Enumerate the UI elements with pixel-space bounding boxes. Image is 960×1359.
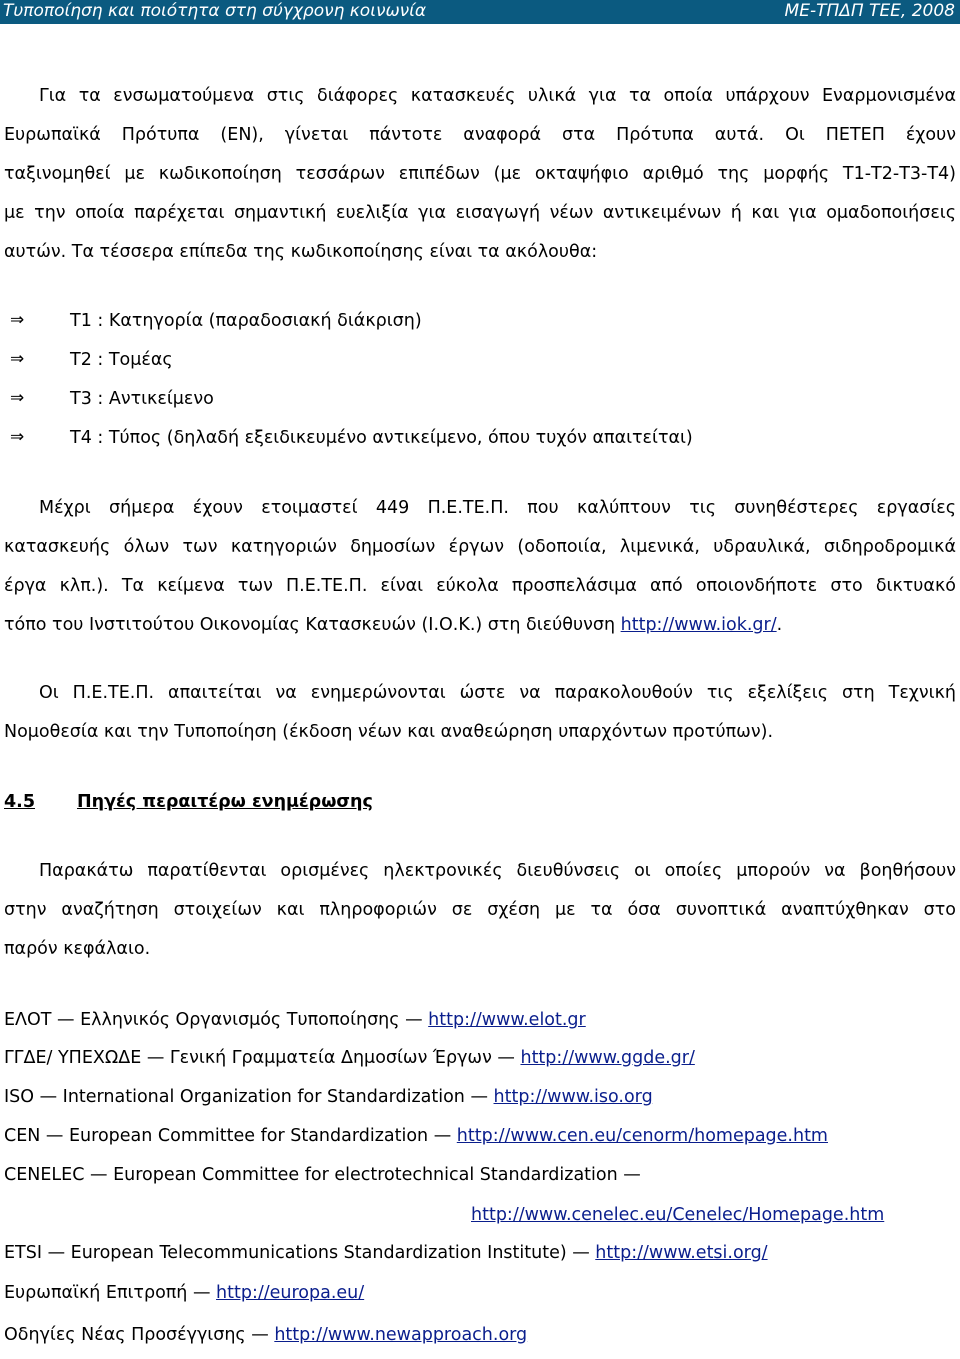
paragraph-line: παρόν κεφάλαιο. — [4, 939, 151, 959]
source-item — [4, 1325, 527, 1345]
paragraph-line: κατασκευής όλων των κατηγοριών δημοσίων έργων (οδοποιία, λιμενικά, υδραυλικά, σιδηροδρομικά — [4, 537, 956, 557]
source-link[interactable]: http://www.cenelec.eu/Cenelec/Homepage.htm — [471, 1205, 885, 1225]
section-number: 4.5 — [4, 792, 36, 812]
source-label: ISO — International Organization for Standardization — — [4, 1087, 494, 1107]
paragraph-line: Μέχρι σήμερα έχουν ετοιμαστεί 449 Π.Ε.ΤΕ.Π. που καλύπτουν τις συνηθέστερες εργασίες — [39, 498, 956, 518]
list-item: Τ4 : Τύπος (δηλαδή εξειδικευμένο αντικείμενο, όπου τυχόν απαιτείται) — [70, 428, 693, 448]
paragraph-end: . — [776, 615, 783, 635]
source-label: CENELEC — European Committee for electrotechnical Standardization — — [4, 1165, 641, 1185]
list-item: Τ2 : Τομέας — [70, 350, 173, 370]
source-label: ΕΛΟΤ — Ελληνικός Οργανισμός Τυποποίησης — — [4, 1010, 429, 1030]
source-item-continuation — [471, 1205, 884, 1225]
source-item — [4, 1165, 641, 1185]
source-label: ETSI — European Telecommunications Standardization Institute) — — [4, 1243, 596, 1263]
source-item — [4, 1087, 653, 1107]
source-item — [4, 1126, 828, 1146]
list-item: Τ1 : Κατηγορία (παραδοσιακή διάκριση) — [70, 311, 422, 331]
source-item — [4, 1283, 364, 1303]
source-link[interactable]: http://www.iso.org — [493, 1087, 653, 1107]
source-link[interactable]: http://europa.eu/ — [216, 1283, 365, 1303]
section-heading — [4, 792, 373, 812]
paragraph-line: Νομοθεσία και την Τυποποίηση (έκδοση νέων και αναθεώρηση υπαρχόντων προτύπων). — [4, 722, 774, 742]
page-header — [0, 0, 960, 24]
source-link[interactable]: http://www.ggde.gr/ — [520, 1048, 695, 1068]
intro-line: Ευρωπαϊκά Πρότυπα (ΕΝ), γίνεται πάντοτε αναφορά στα Πρότυπα αυτά. Οι ΠΕΤΕΠ έχουν — [4, 125, 956, 145]
iok-link[interactable]: http://www.iok.gr/ — [620, 615, 777, 635]
list-item: Τ3 : Αντικείμενο — [70, 389, 214, 409]
paragraph-line: στην αναζήτηση στοιχείων και πληροφοριών σε σχέση με τα όσα συνοπτικά αναπτύχθηκαν στο — [4, 900, 956, 920]
source-link[interactable]: http://www.etsi.org/ — [595, 1243, 768, 1263]
paragraph-line: Παρακάτω παρατίθενται ορισμένες ηλεκτρονικές διευθύνσεις οι οποίες μπορούν να βοηθήσουν — [39, 861, 956, 881]
source-label: Οδηγίες Νέας Προσέγγισης — — [4, 1325, 275, 1345]
double-arrow-icon: ⇒ — [10, 388, 25, 408]
source-item — [4, 1048, 695, 1068]
source-link[interactable]: http://www.cen.eu/cenorm/homepage.htm — [456, 1126, 828, 1146]
intro-line: Για τα ενσωματούμενα στις διάφορες κατασκευές υλικά για τα οποία υπάρχουν Εναρμονισμένα — [39, 86, 956, 106]
source-item — [4, 1243, 768, 1263]
intro-line: ταξινομηθεί με κωδικοποίηση τεσσάρων επιπέδων (με οκταψήφιο αριθμό της μορφής Τ1-Τ2-Τ3-Τ4) — [4, 164, 956, 184]
paragraph-line — [4, 615, 782, 635]
double-arrow-icon: ⇒ — [10, 427, 25, 447]
intro-line: αυτών. Τα τέσσερα επίπεδα της κωδικοποίησης είναι τα ακόλουθα: — [4, 242, 598, 262]
source-link[interactable]: http://www.newapproach.org — [274, 1325, 528, 1345]
paragraph-text: τόπο του Ινστιτούτου Οικονομίας Κατασκευών (Ι.Ο.Κ.) στη διεύθυνση — [4, 615, 621, 635]
source-label: ΓΓΔΕ/ ΥΠΕΧΩΔΕ — Γενική Γραμματεία Δημοσίων Έργων — — [4, 1048, 521, 1068]
double-arrow-icon: ⇒ — [10, 349, 25, 369]
source-label: CEN — European Committee for Standardization — — [4, 1126, 457, 1146]
source-label: Ευρωπαϊκή Επιτροπή — — [4, 1283, 217, 1303]
paragraph-line: Οι Π.Ε.ΤΕ.Π. απαιτείται να ενημερώνονται ώστε να παρακολουθούν τις εξελίξεις στη Τεχνική — [39, 683, 956, 703]
intro-line: με την οποία παρέχεται σημαντική ευελιξία για εισαγωγή νέων αντικειμένων ή και για ομαδοποιήσεις — [4, 203, 956, 223]
source-item — [4, 1010, 586, 1030]
paragraph-line: έργα κλπ.). Τα κείμενα των Π.Ε.ΤΕ.Π. είναι εύκολα προσπελάσιμα από οποιονδήποτε στο δικτυακό — [4, 576, 956, 596]
header-reference: ΜΕ-ΤΠΔΠ ΤΕΕ, 2008 — [784, 1, 955, 21]
double-arrow-icon: ⇒ — [10, 310, 25, 330]
section-title: Πηγές περαιτέρω ενημέρωσης — [77, 792, 373, 812]
header-title: Τυποποίηση και ποιότητα στη σύγχρονη κοινωνία — [3, 1, 427, 21]
source-link[interactable]: http://www.elot.gr — [428, 1010, 586, 1030]
